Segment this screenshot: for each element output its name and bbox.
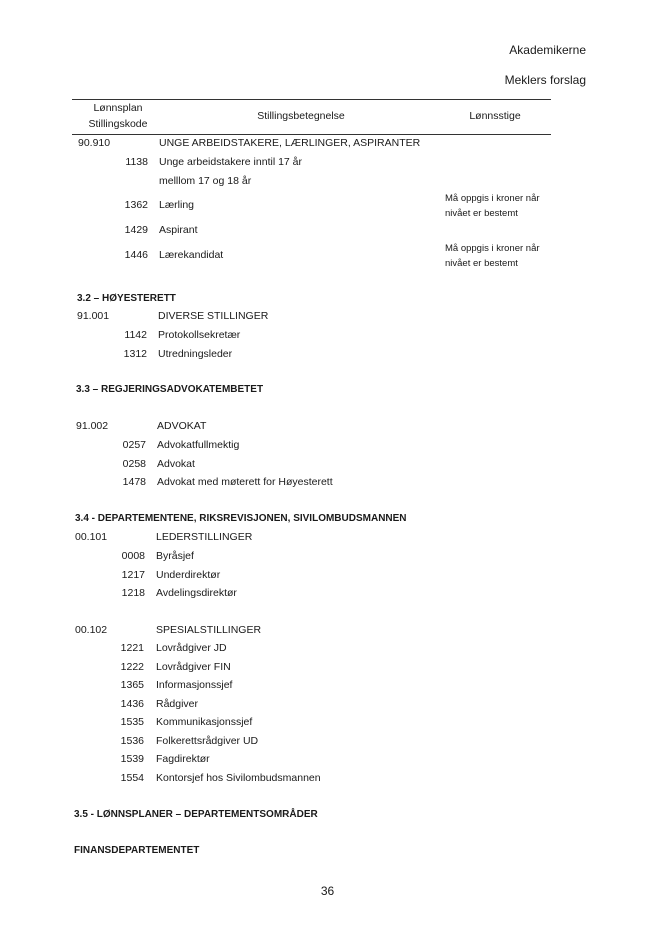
- table-header-rule: [72, 134, 551, 135]
- position-label: Unge arbeidstakere inntil 17 år: [159, 156, 303, 168]
- plan-code: 00.101: [75, 531, 108, 543]
- position-code: 1221: [120, 642, 144, 654]
- section-heading-3-4: 3.4 - DEPARTEMENTENE, RIKSREVISJONEN, SIVILOMBUDSMANNEN: [75, 513, 407, 524]
- position-code: 0257: [122, 439, 146, 451]
- position-code: 1222: [120, 661, 144, 673]
- position-label: Aspirant: [159, 224, 198, 236]
- position-code: 1138: [125, 156, 148, 168]
- position-code: 1362: [124, 199, 148, 211]
- group-title: LEDERSTILLINGER: [156, 531, 253, 543]
- position-label: Informasjonssjef: [156, 679, 233, 691]
- plan-code: 91.001: [77, 310, 110, 322]
- group-title: SPESIALSTILLINGER: [156, 624, 262, 636]
- position-label: Underdirektør: [156, 569, 221, 581]
- position-code: 0008: [121, 550, 145, 562]
- position-label: Advokat: [157, 458, 195, 470]
- group-title: DIVERSE STILLINGER: [158, 310, 269, 322]
- col-header-lonnsplan: Lønnsplan: [93, 102, 143, 114]
- position-code: 1429: [124, 224, 148, 236]
- position-label: Fagdirektør: [156, 753, 210, 765]
- position-label: Lærekandidat: [159, 249, 224, 261]
- position-label: Advokatfullmektig: [157, 439, 240, 451]
- section-heading-3-5: 3.5 - LØNNSPLANER – DEPARTEMENTSOMRÅDER: [74, 809, 318, 820]
- position-code: 0258: [122, 458, 146, 470]
- position-label: Advokat med møterett for Høyesterett: [157, 476, 333, 488]
- section-heading-3-2: 3.2 – HØYESTERETT: [77, 293, 176, 304]
- section-heading-3-3: 3.3 – REGJERINGSADVOKATEMBETET: [76, 384, 264, 395]
- position-code: 1478: [122, 476, 146, 488]
- position-label: Rådgiver: [156, 698, 199, 710]
- plan-code: 90.910: [78, 137, 111, 149]
- position-code: 1217: [121, 569, 145, 581]
- position-label: Folkerettsrådgiver UD: [156, 735, 259, 747]
- salary-note: Må oppgis i kroner når nivået er bestemt: [445, 193, 540, 219]
- position-label: Byråsjef: [156, 550, 194, 562]
- position-code: 1535: [120, 716, 144, 728]
- table-top-rule: [72, 99, 551, 100]
- position-label: Lovrådgiver FIN: [156, 661, 231, 673]
- position-label: Avdelingsdirektør: [156, 587, 237, 599]
- group-title: UNGE ARBEIDSTAKERE, LÆRLINGER, ASPIRANTER: [159, 137, 421, 149]
- org-name: Akademikerne: [509, 43, 586, 57]
- page-number: 36: [320, 884, 335, 898]
- position-code: 1312: [123, 348, 147, 360]
- position-label: Protokollsekretær: [158, 329, 241, 341]
- plan-code: 91.002: [76, 420, 109, 432]
- col-header-stillingskode: Stillingskode: [88, 118, 148, 130]
- position-label: Kommunikasjonssjef: [156, 716, 253, 728]
- position-code: 1539: [120, 753, 144, 765]
- document-subtitle: Meklers forslag: [504, 73, 586, 87]
- position-code: 1446: [124, 249, 148, 261]
- group-title: ADVOKAT: [157, 420, 207, 432]
- col-header-lonnsstige: Lønnsstige: [469, 110, 521, 122]
- salary-note: Må oppgis i kroner når nivået er bestemt: [445, 243, 540, 269]
- position-code: 1536: [120, 735, 144, 747]
- col-header-stillingsbetegnelse: Stillingsbetegnelse: [257, 110, 345, 122]
- position-label: melllom 17 og 18 år: [159, 175, 252, 187]
- position-code: 1436: [120, 698, 144, 710]
- position-label: Kontorsjef hos Sivilombudsmannen: [156, 772, 321, 784]
- position-code: 1218: [121, 587, 145, 599]
- subsection-heading: FINANSDEPARTEMENTET: [74, 845, 200, 856]
- position-code: 1365: [120, 679, 144, 691]
- position-code: 1142: [124, 329, 147, 341]
- plan-code: 00.102: [75, 624, 108, 636]
- position-label: Lovrådgiver JD: [156, 642, 227, 654]
- position-code: 1554: [120, 772, 144, 784]
- position-label: Utredningsleder: [158, 348, 233, 360]
- position-label: Lærling: [159, 199, 195, 211]
